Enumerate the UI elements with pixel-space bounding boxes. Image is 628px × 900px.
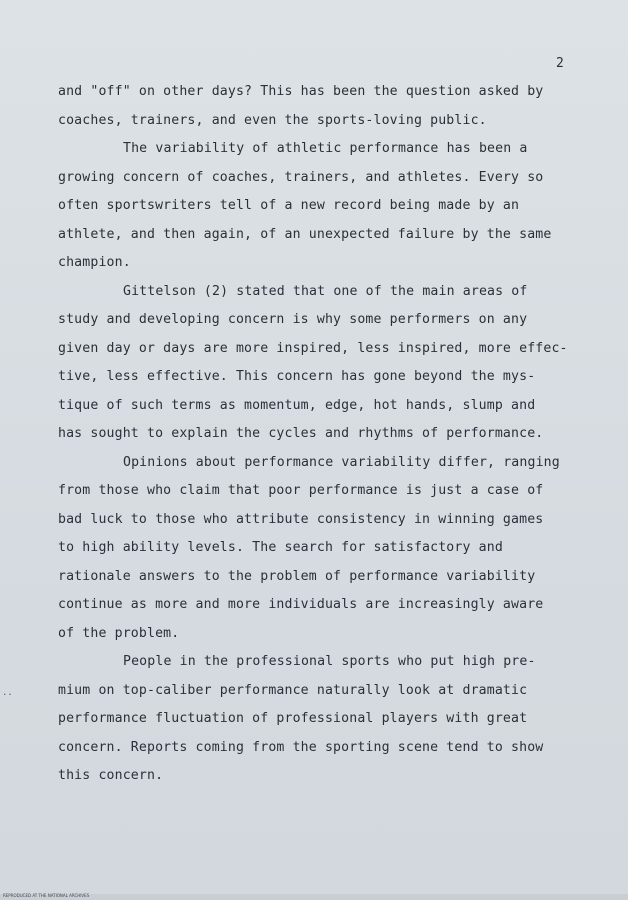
text-line: tive, less effective. This concern has gone beyond the mys-: [58, 369, 536, 384]
text-line: Opinions about performance variability differ, ranging: [123, 454, 560, 470]
body-text: [58, 78, 598, 791]
text-line: this concern.: [58, 768, 164, 783]
page-number: 2: [556, 56, 565, 71]
text-line: coaches, trainers, and even the sports-loving public.: [58, 112, 487, 128]
text-line: to high ability levels. The search for satisfactory and: [58, 540, 503, 555]
text-line: mium on top-caliber performance naturally look at dramatic: [58, 682, 528, 698]
text-line: concern. Reports coming from the sporting scene tend to show: [58, 739, 544, 755]
text-line: The variability of athletic performance has been a: [123, 141, 528, 156]
footer-strip: [0, 894, 628, 900]
stray-mark: ..: [2, 688, 13, 698]
text-line: of the problem.: [58, 625, 180, 641]
text-line: continue as more and more individuals are increasingly aware: [58, 597, 544, 612]
text-line: athlete, and then again, of an unexpected failure by the same: [58, 226, 552, 242]
text-line: tique of such terms as momentum, edge, hot hands, slump and: [58, 397, 536, 413]
text-line: given day or days are more inspired, less inspired, more effec-: [58, 340, 568, 356]
text-line: bad luck to those who attribute consistency in winning games: [58, 511, 544, 527]
text-line: growing concern of coaches, trainers, and athletes. Every so: [58, 169, 544, 185]
text-line: performance fluctuation of professional players with great: [58, 711, 528, 726]
text-line: champion.: [58, 255, 131, 270]
text-line: often sportswriters tell of a new record being made by an: [58, 198, 520, 213]
footer-mark: REPRODUCED AT THE NATIONAL ARCHIVES: [3, 893, 90, 898]
text-line: rationale answers to the problem of performance variability: [58, 568, 536, 584]
text-line: has sought to explain the cycles and rhythms of performance.: [58, 426, 544, 441]
text-line: study and developing concern is why some performers on any: [58, 312, 528, 327]
text-line: Gittelson (2) stated that one of the main areas of: [123, 283, 528, 299]
text-line: from those who claim that poor performance is just a case of: [58, 483, 544, 498]
text-line: People in the professional sports who put high pre-: [123, 654, 536, 669]
text-line: and "off" on other days? This has been the question asked by: [58, 84, 544, 99]
